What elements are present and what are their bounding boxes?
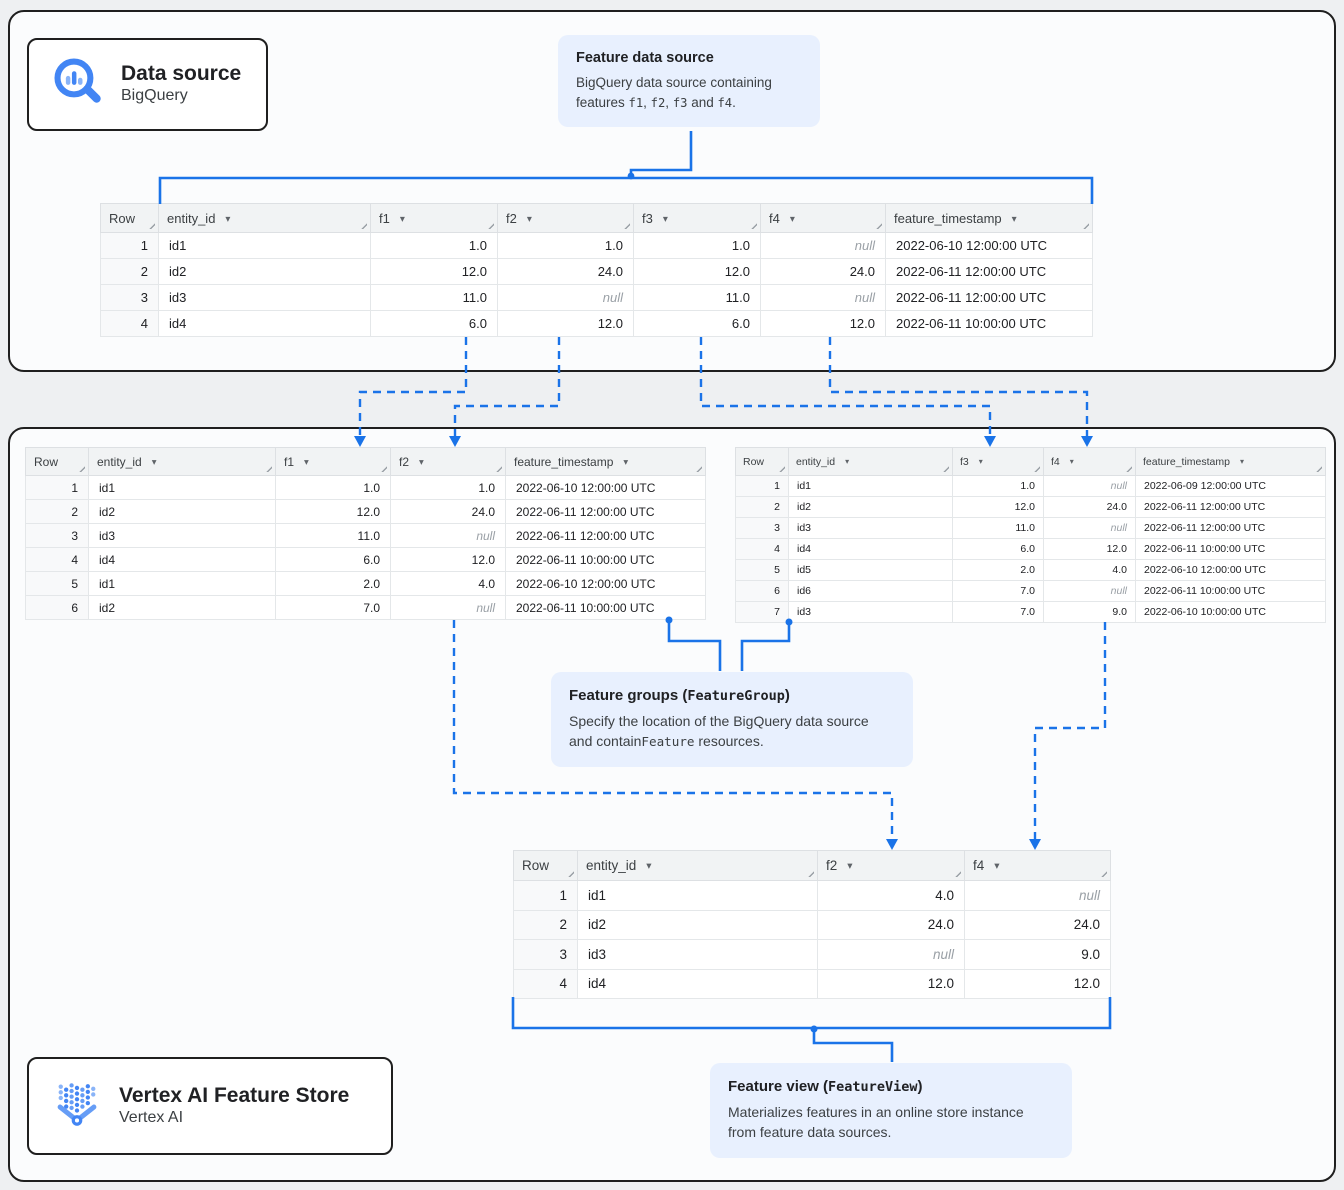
feature-group-table-f1-f2 bbox=[25, 447, 706, 620]
table-row bbox=[26, 476, 706, 500]
cell-entity_id: id5 bbox=[789, 560, 953, 581]
cell-f3: 12.0 bbox=[953, 497, 1044, 518]
cell-f2: 12.0 bbox=[818, 969, 965, 999]
cell-feature_timestamp: 2022-06-10 12:00:00 UTC bbox=[506, 476, 706, 500]
column-header-f3[interactable]: f3 ▾ bbox=[634, 204, 761, 233]
cell-f4: 4.0 bbox=[1044, 560, 1136, 581]
table-row bbox=[26, 524, 706, 548]
cell-f2: null bbox=[818, 940, 965, 970]
row-number-cell: 1 bbox=[514, 881, 578, 911]
column-dropdown-icon[interactable]: ▾ bbox=[845, 456, 850, 466]
row-number-cell: 2 bbox=[26, 500, 89, 524]
feature-group-table-f3-f4 bbox=[735, 447, 1326, 623]
cell-entity_id: id4 bbox=[578, 969, 818, 999]
cell-f2: 24.0 bbox=[391, 500, 506, 524]
cell-f4: 9.0 bbox=[965, 940, 1111, 970]
table-row bbox=[101, 285, 1093, 311]
source-table bbox=[100, 203, 1093, 337]
column-dropdown-icon[interactable]: ▾ bbox=[419, 456, 424, 467]
cell-feature_timestamp: 2022-06-10 12:00:00 UTC bbox=[1136, 560, 1326, 581]
cell-f3: 7.0 bbox=[953, 581, 1044, 602]
column-header-entity_id[interactable]: entity_id ▾ bbox=[89, 448, 276, 476]
column-resize-icon[interactable] bbox=[76, 463, 85, 472]
column-dropdown-icon[interactable]: ▾ bbox=[662, 213, 668, 225]
cell-entity_id: id4 bbox=[89, 548, 276, 572]
cell-f2: 4.0 bbox=[391, 572, 506, 596]
cell-feature_timestamp: 2022-06-11 10:00:00 UTC bbox=[506, 548, 706, 572]
feature-view-callout bbox=[710, 1063, 1072, 1158]
feature-groups-callout bbox=[551, 672, 913, 767]
column-dropdown-icon[interactable]: ▾ bbox=[1239, 456, 1245, 466]
column-resize-icon[interactable] bbox=[378, 463, 387, 472]
cell-f4: null bbox=[1044, 518, 1136, 539]
cell-f3: 1.0 bbox=[953, 476, 1044, 497]
column-resize-icon[interactable] bbox=[693, 463, 702, 472]
cell-entity_id: id6 bbox=[789, 581, 953, 602]
column-resize-icon[interactable] bbox=[621, 220, 630, 229]
cell-f4: null bbox=[1044, 581, 1136, 602]
cell-entity_id: id1 bbox=[159, 233, 371, 259]
cell-f3: 2.0 bbox=[953, 560, 1044, 581]
row-number-cell: 7 bbox=[736, 602, 789, 623]
column-header-f4[interactable]: f4 ▾ bbox=[761, 204, 886, 233]
cell-f2: 1.0 bbox=[391, 476, 506, 500]
vertex-ai-icon bbox=[51, 1078, 103, 1135]
cell-f4: null bbox=[761, 285, 886, 311]
table-row bbox=[736, 518, 1326, 539]
column-resize-icon[interactable] bbox=[940, 463, 949, 472]
cell-f3: 6.0 bbox=[634, 311, 761, 337]
cell-f4: null bbox=[761, 233, 886, 259]
column-resize-icon[interactable] bbox=[952, 868, 961, 877]
cell-entity_id: id2 bbox=[89, 596, 276, 620]
cell-entity_id: id3 bbox=[789, 602, 953, 623]
cell-f4: 12.0 bbox=[1044, 539, 1136, 560]
column-resize-icon[interactable] bbox=[485, 220, 494, 229]
column-header-f2[interactable]: f2 ▾ bbox=[391, 448, 506, 476]
cell-f3: 12.0 bbox=[634, 259, 761, 285]
table-row bbox=[101, 259, 1093, 285]
cell-f3: 1.0 bbox=[634, 233, 761, 259]
table-row bbox=[736, 539, 1326, 560]
cell-f2: 1.0 bbox=[498, 233, 634, 259]
cell-entity_id: id1 bbox=[578, 881, 818, 911]
callout-body: Specify the location of the BigQuery data source and containFeature resources. bbox=[569, 713, 869, 750]
cell-f1: 11.0 bbox=[276, 524, 391, 548]
cell-entity_id: id1 bbox=[789, 476, 953, 497]
cell-entity_id: id2 bbox=[578, 910, 818, 940]
column-resize-icon[interactable] bbox=[565, 868, 574, 877]
row-number-cell: 5 bbox=[26, 572, 89, 596]
column-resize-icon[interactable] bbox=[776, 463, 785, 472]
table-row bbox=[26, 548, 706, 572]
vertex-title: Vertex AI Feature Store bbox=[119, 1083, 350, 1107]
row-number-cell: 2 bbox=[514, 910, 578, 940]
row-number-cell: 4 bbox=[26, 548, 89, 572]
row-number-cell: 4 bbox=[101, 311, 159, 337]
cell-f2: 24.0 bbox=[818, 910, 965, 940]
cell-entity_id: id4 bbox=[159, 311, 371, 337]
cell-feature_timestamp: 2022-06-11 12:00:00 UTC bbox=[1136, 518, 1326, 539]
column-resize-icon[interactable] bbox=[358, 220, 367, 229]
column-header-Row: Row bbox=[514, 851, 578, 881]
cell-feature_timestamp: 2022-06-10 10:00:00 UTC bbox=[1136, 602, 1326, 623]
column-dropdown-icon[interactable]: ▾ bbox=[151, 456, 157, 467]
column-dropdown-icon[interactable]: ▾ bbox=[646, 860, 652, 872]
cell-f1: 2.0 bbox=[276, 572, 391, 596]
table-row bbox=[736, 476, 1326, 497]
table-row bbox=[101, 233, 1093, 259]
row-number-cell: 2 bbox=[736, 497, 789, 518]
column-resize-icon[interactable] bbox=[146, 220, 155, 229]
row-number-cell: 5 bbox=[736, 560, 789, 581]
table-row bbox=[514, 969, 1111, 999]
column-resize-icon[interactable] bbox=[493, 463, 502, 472]
column-resize-icon[interactable] bbox=[263, 463, 272, 472]
cell-feature_timestamp: 2022-06-09 12:00:00 UTC bbox=[1136, 476, 1326, 497]
column-header-f4[interactable]: f4 ▾ bbox=[965, 851, 1111, 881]
row-number-cell: 3 bbox=[101, 285, 159, 311]
cell-f4: 12.0 bbox=[965, 969, 1111, 999]
column-header-Row: Row bbox=[101, 204, 159, 233]
column-header-entity_id[interactable]: entity_id ▾ bbox=[159, 204, 371, 233]
column-header-feature_timestamp[interactable]: feature_timestamp ▾ bbox=[1136, 448, 1326, 476]
row-number-cell: 3 bbox=[736, 518, 789, 539]
cell-f3: 7.0 bbox=[953, 602, 1044, 623]
cell-f2: 4.0 bbox=[818, 881, 965, 911]
callout-title: Feature data source bbox=[576, 50, 714, 66]
cell-entity_id: id2 bbox=[789, 497, 953, 518]
table-row bbox=[26, 596, 706, 620]
column-header-feature_timestamp[interactable]: feature_timestamp ▾ bbox=[886, 204, 1093, 233]
table-row bbox=[514, 881, 1111, 911]
cell-entity_id: id2 bbox=[159, 259, 371, 285]
table-row bbox=[101, 311, 1093, 337]
row-number-cell: 1 bbox=[26, 476, 89, 500]
column-dropdown-icon[interactable]: ▾ bbox=[994, 860, 1000, 872]
cell-feature_timestamp: 2022-06-11 12:00:00 UTC bbox=[506, 524, 706, 548]
cell-f3: 11.0 bbox=[634, 285, 761, 311]
row-number-cell: 4 bbox=[514, 969, 578, 999]
vertex-subtitle: Vertex AI bbox=[119, 1108, 184, 1126]
column-header-Row: Row bbox=[736, 448, 789, 476]
cell-feature_timestamp: 2022-06-11 12:00:00 UTC bbox=[886, 285, 1093, 311]
column-resize-icon[interactable] bbox=[805, 868, 814, 877]
cell-feature_timestamp: 2022-06-11 12:00:00 UTC bbox=[506, 500, 706, 524]
row-number-cell: 4 bbox=[736, 539, 789, 560]
column-dropdown-icon[interactable]: ▾ bbox=[1069, 456, 1074, 466]
cell-feature_timestamp: 2022-06-11 12:00:00 UTC bbox=[1136, 497, 1326, 518]
table-row bbox=[736, 581, 1326, 602]
column-dropdown-icon[interactable]: ▾ bbox=[399, 213, 405, 225]
column-header-Row: Row bbox=[26, 448, 89, 476]
cell-f4: 24.0 bbox=[965, 910, 1111, 940]
table-row bbox=[736, 497, 1326, 518]
cell-f1: 12.0 bbox=[371, 259, 498, 285]
cell-f2: 12.0 bbox=[391, 548, 506, 572]
cell-f1: 12.0 bbox=[276, 500, 391, 524]
cell-entity_id: id3 bbox=[789, 518, 953, 539]
column-resize-icon[interactable] bbox=[1031, 463, 1040, 472]
cell-f2: null bbox=[391, 596, 506, 620]
cell-f4: 12.0 bbox=[761, 311, 886, 337]
table-row bbox=[514, 910, 1111, 940]
cell-f1: 6.0 bbox=[371, 311, 498, 337]
table-row bbox=[736, 560, 1326, 581]
cell-f4: 24.0 bbox=[1044, 497, 1136, 518]
column-resize-icon[interactable] bbox=[1313, 463, 1322, 472]
cell-f1: 1.0 bbox=[371, 233, 498, 259]
column-resize-icon[interactable] bbox=[748, 220, 757, 229]
cell-feature_timestamp: 2022-06-10 12:00:00 UTC bbox=[886, 233, 1093, 259]
column-dropdown-icon[interactable]: ▾ bbox=[304, 456, 309, 467]
column-header-f1[interactable]: f1 ▾ bbox=[276, 448, 391, 476]
cell-f4: null bbox=[965, 881, 1111, 911]
cell-entity_id: id1 bbox=[89, 476, 276, 500]
column-header-f1[interactable]: f1 ▾ bbox=[371, 204, 498, 233]
cell-entity_id: id3 bbox=[578, 940, 818, 970]
row-number-cell: 1 bbox=[736, 476, 789, 497]
cell-f2: null bbox=[498, 285, 634, 311]
cell-entity_id: id3 bbox=[159, 285, 371, 311]
cell-f3: 6.0 bbox=[953, 539, 1044, 560]
callout-title: Feature groups (FeatureGroup) bbox=[569, 687, 790, 704]
callout-body: Materializes features in an online store instance from feature data sources. bbox=[728, 1104, 1024, 1141]
table-row bbox=[26, 500, 706, 524]
cell-f2: 24.0 bbox=[498, 259, 634, 285]
table-row bbox=[26, 572, 706, 596]
cell-entity_id: id1 bbox=[89, 572, 276, 596]
data-source-box bbox=[27, 38, 268, 131]
column-dropdown-icon[interactable]: ▾ bbox=[789, 213, 795, 225]
column-header-f3[interactable]: f3 ▾ bbox=[953, 448, 1044, 476]
cell-feature_timestamp: 2022-06-11 10:00:00 UTC bbox=[1136, 581, 1326, 602]
column-resize-icon[interactable] bbox=[873, 220, 882, 229]
cell-f2: 12.0 bbox=[498, 311, 634, 337]
column-dropdown-icon[interactable]: ▾ bbox=[978, 456, 983, 466]
callout-body: BigQuery data source containing features f1, f2, f3 and f4. bbox=[576, 75, 772, 110]
cell-f4: null bbox=[1044, 476, 1136, 497]
cell-entity_id: id3 bbox=[89, 524, 276, 548]
cell-entity_id: id4 bbox=[789, 539, 953, 560]
feature-data-source-callout bbox=[558, 35, 820, 127]
row-number-cell: 3 bbox=[514, 940, 578, 970]
vertex-ai-feature-store-box bbox=[27, 1057, 393, 1155]
cell-f2: null bbox=[391, 524, 506, 548]
column-resize-icon[interactable] bbox=[1123, 463, 1132, 472]
cell-feature_timestamp: 2022-06-10 12:00:00 UTC bbox=[506, 572, 706, 596]
column-dropdown-icon[interactable]: ▾ bbox=[225, 213, 231, 225]
row-number-cell: 1 bbox=[101, 233, 159, 259]
cell-f3: 11.0 bbox=[953, 518, 1044, 539]
column-resize-icon[interactable] bbox=[1080, 220, 1089, 229]
column-dropdown-icon[interactable]: ▾ bbox=[526, 213, 532, 225]
column-header-entity_id[interactable]: entity_id ▾ bbox=[578, 851, 818, 881]
data-source-title: Data source bbox=[121, 62, 242, 86]
table-row bbox=[736, 602, 1326, 623]
column-header-entity_id[interactable]: entity_id ▾ bbox=[789, 448, 953, 476]
column-dropdown-icon[interactable]: ▾ bbox=[847, 860, 853, 872]
cell-f4: 24.0 bbox=[761, 259, 886, 285]
cell-f1: 7.0 bbox=[276, 596, 391, 620]
data-source-subtitle: BigQuery bbox=[121, 87, 188, 105]
column-header-f2[interactable]: f2 ▾ bbox=[818, 851, 965, 881]
callout-title: Feature view (FeatureView) bbox=[728, 1078, 923, 1095]
cell-feature_timestamp: 2022-06-11 10:00:00 UTC bbox=[506, 596, 706, 620]
cell-f1: 11.0 bbox=[371, 285, 498, 311]
row-number-cell: 2 bbox=[101, 259, 159, 285]
column-dropdown-icon[interactable]: ▾ bbox=[1011, 213, 1017, 225]
cell-f4: 9.0 bbox=[1044, 602, 1136, 623]
row-number-cell: 3 bbox=[26, 524, 89, 548]
cell-entity_id: id2 bbox=[89, 500, 276, 524]
bigquery-icon bbox=[51, 55, 105, 114]
column-header-feature_timestamp[interactable]: feature_timestamp ▾ bbox=[506, 448, 706, 476]
cell-feature_timestamp: 2022-06-11 12:00:00 UTC bbox=[886, 259, 1093, 285]
row-number-cell: 6 bbox=[736, 581, 789, 602]
cell-f1: 1.0 bbox=[276, 476, 391, 500]
cell-feature_timestamp: 2022-06-11 10:00:00 UTC bbox=[1136, 539, 1326, 560]
row-number-cell: 6 bbox=[26, 596, 89, 620]
column-dropdown-icon[interactable]: ▾ bbox=[623, 456, 629, 467]
cell-feature_timestamp: 2022-06-11 10:00:00 UTC bbox=[886, 311, 1093, 337]
column-resize-icon[interactable] bbox=[1098, 868, 1107, 877]
column-header-f2[interactable]: f2 ▾ bbox=[498, 204, 634, 233]
table-row bbox=[514, 940, 1111, 970]
cell-f1: 6.0 bbox=[276, 548, 391, 572]
column-header-f4[interactable]: f4 ▾ bbox=[1044, 448, 1136, 476]
feature-view-table bbox=[513, 850, 1111, 999]
